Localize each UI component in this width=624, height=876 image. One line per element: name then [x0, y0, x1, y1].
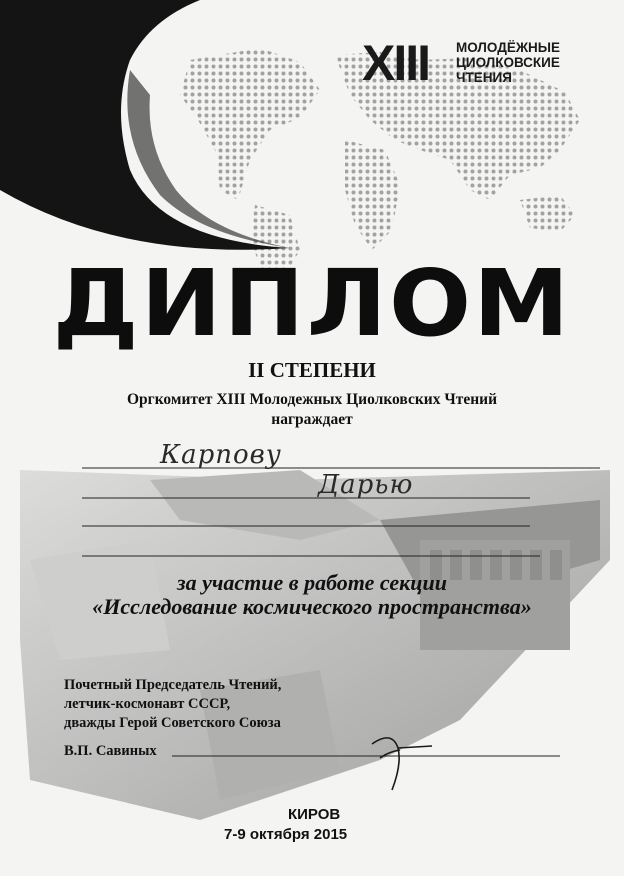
signer-line-3: дважды Герой Советского Союза — [64, 715, 281, 731]
recipient-last-name: Карпову — [160, 440, 282, 470]
committee-line: Оргкомитет XIII Молодежных Циолковских Чтений — [126, 391, 498, 408]
logo-line-2: ЦИОЛКОВСКИЕ — [456, 55, 560, 70]
recipient-first-name: Дарью — [318, 470, 414, 500]
signer-line-1: Почетный Председатель Чтений, — [64, 677, 282, 693]
diploma-title: ДИПЛОМ — [52, 250, 572, 357]
logo-line-1: МОЛОДЁЖНЫЕ — [456, 40, 561, 55]
logo-line-3: ЧТЕНИЯ — [456, 70, 512, 85]
awards-line: награждает — [271, 411, 353, 428]
building-photo — [20, 470, 610, 820]
event-city: КИРОВ — [288, 806, 341, 823]
signer-name: В.П. Савиных — [64, 743, 157, 759]
event-logo-mark: XIII — [362, 35, 430, 91]
diploma-degree: II СТЕПЕНИ — [248, 358, 376, 382]
section-intro: за участие в работе секции — [177, 570, 447, 595]
section-name: «Исследование космического пространства» — [92, 594, 532, 619]
signer-line-2: летчик-космонавт СССР, — [64, 696, 231, 712]
committee-text — [0, 390, 624, 430]
event-logo-text — [456, 40, 560, 85]
signer-title — [64, 676, 281, 733]
event-dates: 7-9 октября 2015 — [224, 826, 348, 843]
